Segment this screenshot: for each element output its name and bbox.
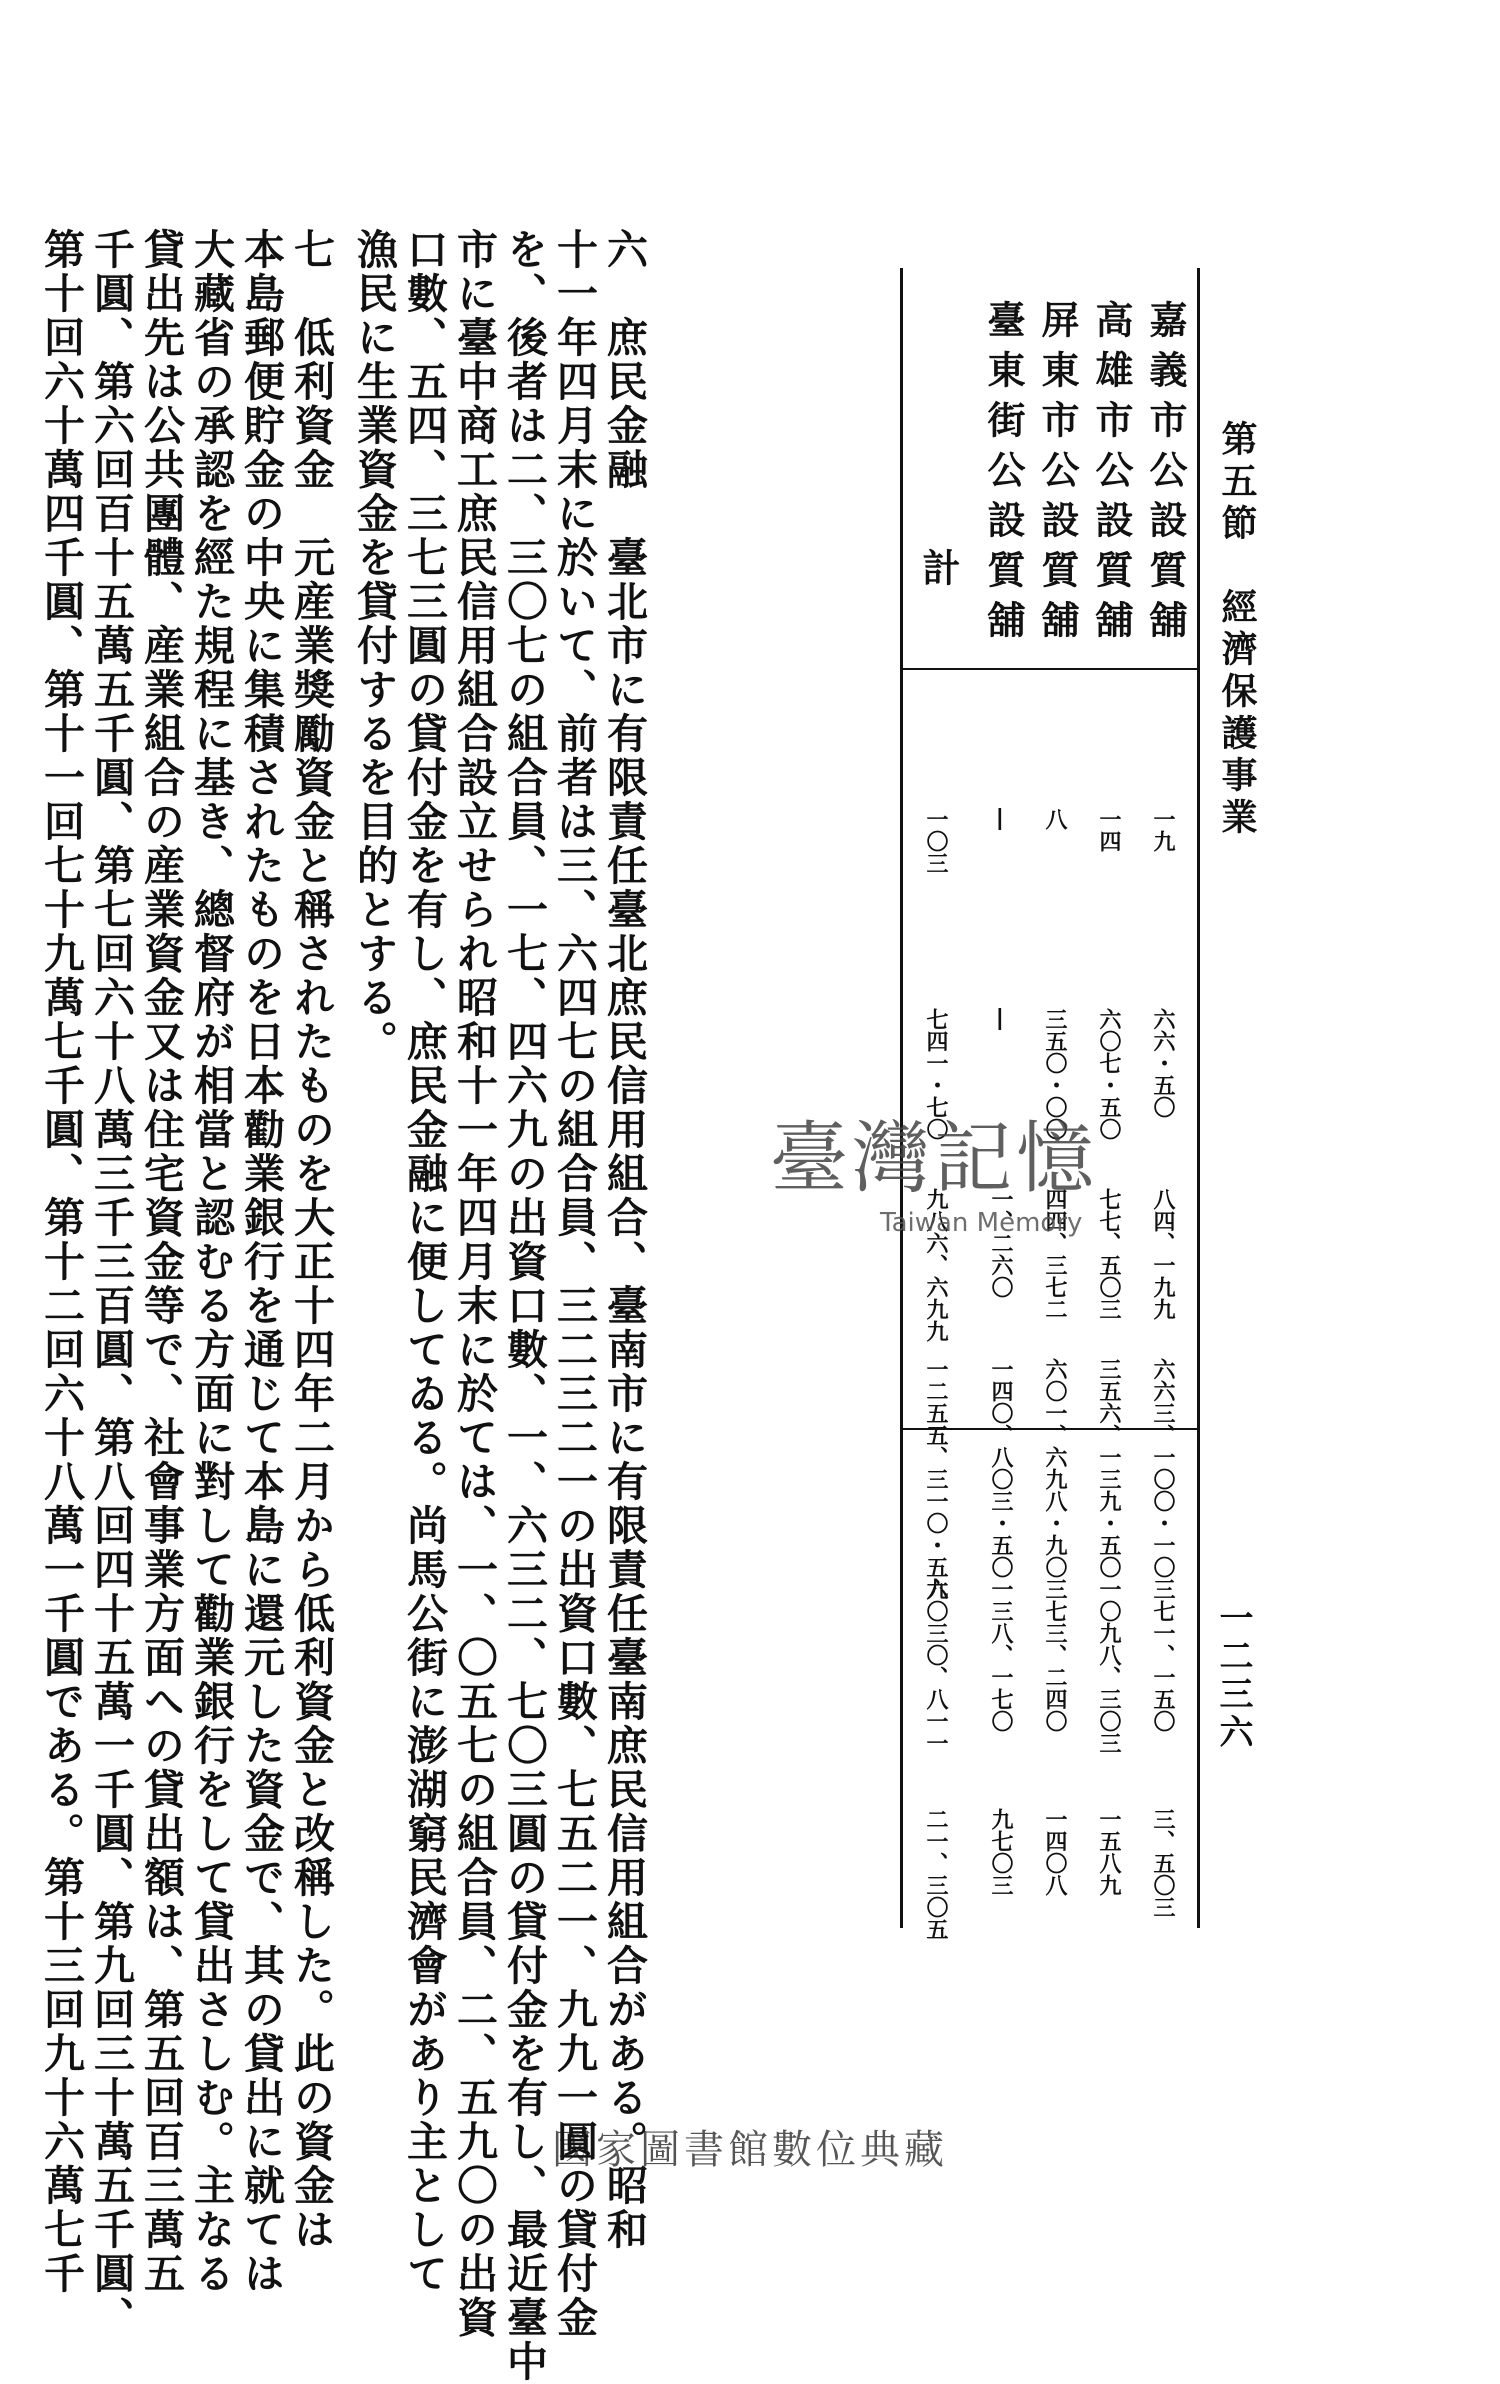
table-cell: 一〇三 (923, 808, 949, 874)
table-cell: 一〇九八、三〇三 (1096, 1578, 1122, 1754)
table-cell: 一五八九 (1096, 1808, 1122, 1896)
text-column: 六 庶民金融 臺北市に有限責任臺北庶民信用組合、臺南市に有限責任臺南庶民信用組合がある。昭和 (600, 228, 648, 2252)
text-column: 第十回六十萬四千圓、第十一回七十九萬七千圓、第十二回六十八萬一千圓である。第十三回九十六萬七千 (37, 228, 85, 2296)
row-label: 臺東街公設質舖 (981, 300, 1026, 650)
table-cell: 六〇七・五〇 (1096, 1008, 1122, 1140)
table-cell: ― (988, 1008, 1014, 1030)
table-cell: 七七、五〇三 (1096, 1188, 1122, 1320)
page-number: 一二三六 (1213, 1600, 1253, 1752)
section-header: 第五節 經濟保護事業 (1216, 420, 1258, 840)
table-cell: 八四、一九九 (1150, 1188, 1176, 1320)
table-cell: 九八六、六九九 (923, 1188, 949, 1342)
text-column: 口數、五四、三七三圓の貸付金を有し、庶民金融に便してゐる。尚馬公街に澎湖窮民濟會があり主として (400, 228, 448, 2296)
table-cell: 六〇三〇、八一一 (923, 1578, 949, 1754)
table-right-border (1197, 268, 1200, 1928)
row-label: 高雄市公設質舖 (1089, 300, 1134, 650)
table-cell: 六六・五〇 (1150, 1008, 1176, 1118)
table-cell: 三、五〇三 (1150, 1808, 1176, 1918)
table-cell: 一四〇、八〇三・五〇 (988, 1358, 1014, 1578)
table-cell: 三五〇・〇〇 (1042, 1008, 1068, 1140)
text-column: 貸出先は公共團體、産業組合の産業資金又は住宅資金等で、社會事業方面への貸出額は、第五回百三萬五 (137, 228, 185, 2296)
text-column: 市に臺中商工庶民信用組合設立せられ昭和十一年四月末に於ては、一、〇五七の組合員、二、五九〇の出資 (450, 228, 498, 2340)
table-cell: 九七〇三 (988, 1808, 1014, 1896)
library-footer: 國家圖書館數位典藏 (552, 2127, 948, 2173)
text-column: 本島郵便貯金の中央に集積されたものを日本勸業銀行を通じて本島に還元した資金で、其の貸出に就ては (237, 228, 285, 2296)
table-cell: 二一、三〇五 (923, 1808, 949, 1940)
table-cell: 一、二六〇 (988, 1188, 1014, 1298)
table-cell: 一四 (1096, 808, 1122, 852)
table-cell: 一二五五、三一〇・五九 (923, 1358, 949, 1600)
table-cell: 三五六、一三九・五〇 (1096, 1358, 1122, 1578)
taiwan-memory-watermark (770, 1096, 1170, 1266)
table-cell: 四四、三七二 (1042, 1188, 1068, 1320)
text-column: 千圓、第六回百十五萬五千圓、第七回六十八萬三千三百圓、第八回四十五萬一千圓、第九回三十萬五千圓、 (87, 228, 135, 2340)
table-cell: 七四一・七〇 (923, 1008, 949, 1140)
text-column: 十一年四月末に於いて、前者は三、六四七の組合員、三二三二一の出資口數、七五二一、九九一圓の貸付金 (550, 228, 598, 2340)
table-cell: 六六三、一〇〇・一〇 (1150, 1358, 1176, 1578)
table-cell: ― (988, 808, 1014, 830)
table-cell: 一四〇八 (1042, 1808, 1068, 1896)
watermark-english: Taiwan Memory (880, 1208, 1083, 1238)
row-label: 屏東市公設質舖 (1035, 300, 1080, 650)
text-column: 漁民に生業資金を貸付するを目的とする。 (350, 228, 398, 1064)
table-cell: 三七一、一五〇 (1150, 1578, 1176, 1732)
text-column: を、後者は二、三〇七の組合員、一七、四六九の出資口數、一、六三二、七〇三圓の貸付金を有し、最近臺中 (500, 228, 548, 2384)
row-label: 嘉義市公設質舖 (1143, 300, 1188, 650)
watermark-chinese: 臺灣記憶 (770, 1114, 1099, 1204)
table-cell: 六〇一、六九八・九〇 (1042, 1358, 1068, 1578)
row-label: 計 (916, 548, 961, 598)
text-column: 七 低利資金 元産業獎勵資金と稱されたものを大正十四年二月から低利資金と改稱した。此の資金は (287, 228, 335, 2252)
text-column: 大藏省の承認を經た規程に基き、總督府が相當と認むる方面に對して勸業銀行をして貸出さしむ。主なる (187, 228, 235, 2296)
table-cell: 一三八、一七〇 (988, 1578, 1014, 1732)
table-cell: 三七三、二四〇 (1042, 1578, 1068, 1732)
table-cell: 八 (1042, 808, 1068, 830)
table-cell: 一九 (1150, 808, 1176, 852)
